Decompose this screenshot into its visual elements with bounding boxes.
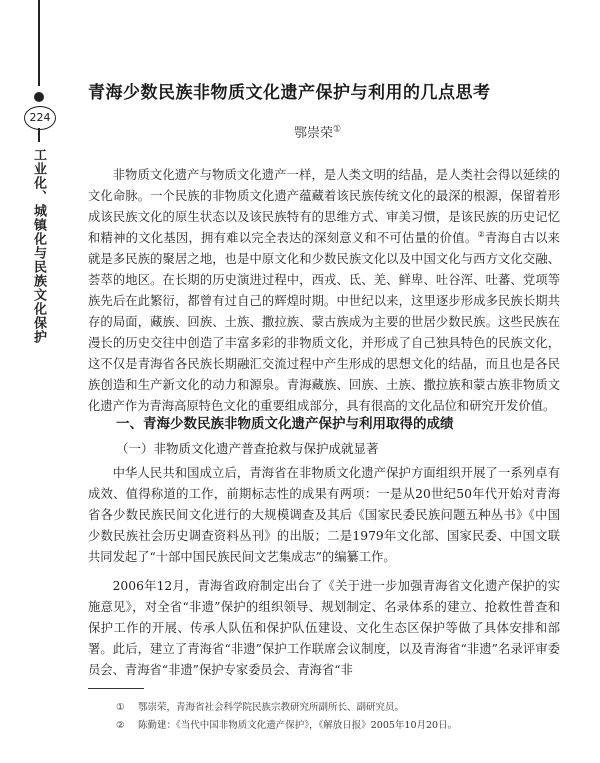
- section-heading-1: 一、青海少数民族非物质文化遗产保护与利用取得的成绩: [116, 416, 454, 432]
- author-name: 鄂崇荣: [294, 126, 334, 141]
- footnote-2-mark: ②: [116, 720, 125, 731]
- body-paragraph-2: 中华人民共和国成立后，青海省在非物质文化遗产保护方面组织开展了一系列卓有成效、值得称道的工作，前期标志性的成果有两项：一是从20世纪50年代开始对青海省各少数民族民间文化进行的大规模调查及其后《国家民委民族问题五种丛书》《中国少数民族社会历史调查资料丛刊》的出版；二是1979年文化部、国家民委、中国文联共同发起了“十部中国民族民间文艺集成志”的编纂工作。: [88, 466, 560, 564]
- margin-rule-top: [38, 0, 40, 86]
- footnote-divider: [88, 688, 144, 689]
- footnote-2: [116, 719, 457, 733]
- page-number: 224: [24, 106, 56, 130]
- footnote-1-mark: ①: [116, 702, 125, 713]
- article-title: 青海少数民族非物质文化遗产保护与利用的几点思考: [88, 83, 491, 103]
- running-section-title: 工业化、城镇化与民族文化保护: [31, 148, 46, 344]
- footnote-1: [116, 701, 404, 715]
- intro-paragraph: [88, 165, 560, 417]
- margin-bullet: [34, 92, 44, 102]
- footnote-1-text: 鄂崇荣，青海省社会科学院民族宗教研究所副所长、副研究员。: [138, 702, 405, 713]
- author-footnote-mark: ①: [333, 124, 342, 135]
- intro-text-b: 青海自古以来就是多民族的聚居之地，也是中原文化和少数民族文化以及中国文化与西方文化交融、荟萃的地区。在长期的历史演进过程中，西戎、氐、羌、鲜卑、吐谷浑、吐蕃、党项等族先后在此繁衍，都曾有过自己的辉煌时期。中世纪以来，这里逐步形成多民族长期共存的局面，藏族、回族、土族、撒拉族、蒙古族成为主要的世居少数民族。这些民族在漫长的历史交往中创造了丰富多彩的非物质文化，并形成了自己独具特色的民族文化，这不仅是青海省各民族长期融汇交流过程中产生形成的思想文化的结晶，而且也是各民族创造和生产新文化的动力和源泉。青海藏族、回族、土族、撒拉族和蒙古族非物质文化遗产作为青海高原特色文化的重要组成部分，具有很高的文化品位和研究开发价值。: [88, 231, 560, 413]
- footnote-2-text: 陈勤建：《当代中国非物质文化遗产保护》，《解放日报》2005年10月20日。: [138, 720, 458, 731]
- article-author: [294, 122, 341, 141]
- body-paragraph-3: 2006年12月，青海省政府制定出台了《关于进一步加强青海省文化遗产保护的实施意见》，对全省“非遗”保护的组织领导、规划制定、名录体系的建立、抢救性普查和保护工作的开展、传承人队伍和保护队伍建设、文化生态区保护等做了具体安排和部署。此后，建立了青海省“非遗”保护工作联席会议制度，以及青海省“非遗”名录评审委员会、青海省“非遗”保护专家委员会、青海省“非: [88, 579, 560, 677]
- margin-rule-middle: [38, 128, 40, 142]
- subsection-heading-1: （一）非物质文化遗产普查抢救与保护成就显著: [116, 441, 379, 456]
- intro-text-a: 非物质文化遗产与物质文化遗产一样，是人类文明的结晶，是人类社会得以延续的文化命脉。一个民族的非物质文化遗产蕴藏着该民族传统文化的最深的根源，保留着形成该民族文化的原生状态以及该民族特有的思维方式、审美习惯，是该民族的历史记忆和精神的文化基因，拥有难以完全表达的深刻意义和不可估量的价值。: [88, 168, 560, 245]
- intro-footnote-mark: ②: [477, 229, 485, 239]
